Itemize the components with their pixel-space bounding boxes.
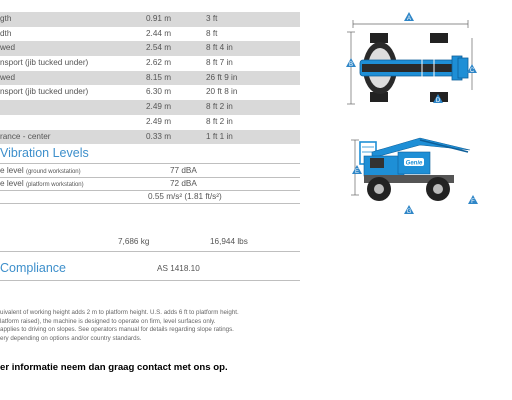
footnote-line: latform raised), the machine is designed to operate on firm, level surfaces only. — [0, 317, 216, 325]
spec-metric: 6.30 m — [146, 87, 172, 97]
spec-label: wed — [0, 43, 16, 53]
weight-imperial: 16,944 lbs — [210, 237, 248, 246]
footnote-line: ery depending on options and/or country standards. — [0, 334, 142, 342]
side-view-diagram — [351, 138, 470, 201]
spec-imperial: 8 ft 4 in — [206, 43, 233, 53]
dimension-marker — [468, 195, 478, 205]
spec-metric: 2.44 m — [146, 28, 172, 38]
spec-imperial: 8 ft 7 in — [206, 58, 233, 68]
vibration-label: e level — [0, 166, 24, 175]
dimension-marker — [404, 12, 414, 22]
dimension-marker — [404, 205, 414, 215]
svg-text:E: E — [354, 169, 360, 175]
spec-label: gth — [0, 14, 12, 23]
weight-metric: 7,686 kg — [118, 237, 150, 246]
vibration-section-title: Vibration Levels — [0, 146, 89, 160]
svg-text:D: D — [435, 98, 441, 104]
compliance-section-title: Compliance — [0, 261, 67, 275]
svg-text:F: F — [471, 199, 475, 205]
spec-imperial: 26 ft 9 in — [206, 72, 238, 82]
dimension-marker — [352, 165, 362, 175]
spec-metric: 2.54 m — [146, 43, 172, 53]
spec-label: nsport (jib tucked under) — [0, 58, 89, 68]
contact-text: er informatie neem dan graag contact met ons op. — [0, 362, 228, 373]
spec-imperial: 8 ft 2 in — [206, 102, 233, 112]
svg-text:G: G — [406, 209, 412, 215]
svg-text:C: C — [469, 68, 475, 74]
spec-imperial: 8 ft 2 in — [206, 116, 233, 126]
spec-metric: 2.49 m — [146, 116, 172, 126]
vibration-value: 0.55 m/s² (1.81 ft/s²) — [148, 192, 222, 201]
vibration-qualifier: (ground workstation) — [25, 169, 81, 175]
spec-imperial: 1 ft 1 in — [206, 131, 233, 141]
brand-logo: Genie — [405, 160, 423, 167]
spec-metric: 2.49 m — [146, 102, 172, 112]
spec-metric: 0.33 m — [146, 131, 172, 141]
spec-label: rance - center — [0, 131, 51, 141]
spec-label: nsport (jib tucked under) — [0, 87, 89, 97]
spec-label: dth — [0, 28, 12, 38]
spec-metric: 0.91 m — [146, 14, 172, 23]
spec-imperial: 20 ft 8 in — [206, 87, 238, 97]
vibration-qualifier: (platform workstation) — [25, 182, 84, 188]
spec-metric: 8.15 m — [146, 72, 172, 82]
dimension-marker — [467, 64, 477, 74]
svg-text:B: B — [348, 62, 354, 68]
top-view-diagram — [347, 20, 472, 104]
svg-text:A: A — [406, 16, 412, 22]
dimension-marker — [346, 58, 356, 68]
vibration-value: 72 dBA — [170, 179, 197, 188]
footnote-line: applies to driving on slopes. See operators manual for details regarding slope ratings. — [0, 326, 234, 334]
spec-imperial: 3 ft — [206, 14, 218, 23]
spec-label: wed — [0, 72, 16, 82]
vibration-label: e level — [0, 179, 24, 188]
compliance-value: AS 1418.10 — [157, 264, 200, 273]
footnote-line: uivalent of working height adds 2 m to platform height. U.S. adds 6 ft to platform height. — [0, 309, 239, 316]
spec-imperial: 8 ft — [206, 28, 218, 38]
vibration-value: 77 dBA — [170, 166, 197, 175]
spec-metric: 2.62 m — [146, 58, 172, 68]
